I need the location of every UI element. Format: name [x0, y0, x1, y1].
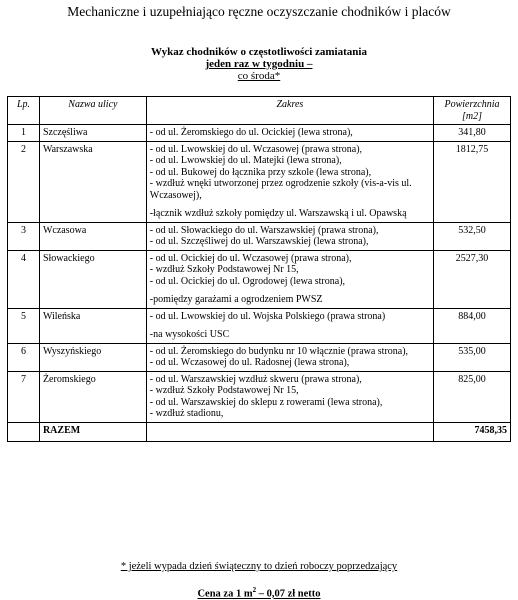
footnote: * jeżeli wypada dzień świąteczny to dzień roboczy poprzedzający — [120, 561, 398, 572]
scope-line: - od ul. Lwowskiej do ul. Wczasowej (prawa strona), — [149, 143, 363, 155]
row-scope — [146, 308, 433, 343]
col-header-area-line2: [m2] — [462, 110, 483, 122]
row-scope — [146, 125, 433, 142]
row-scope — [146, 250, 433, 308]
table-row — [8, 222, 511, 250]
day-line: co środa* — [237, 70, 281, 82]
row-scope — [146, 141, 433, 222]
table-row — [8, 371, 511, 422]
sidewalk-table — [7, 96, 511, 442]
total-label: RAZEM — [39, 422, 146, 441]
row-street: Słowackiego — [39, 250, 146, 308]
scope-line: -pomiędzy garażami a ogrodzeniem PWSZ — [149, 294, 323, 305]
row-lp: 7 — [8, 371, 40, 422]
price-line — [0, 586, 518, 600]
table-row — [8, 125, 511, 142]
scope-line: - od ul. Warszawskiej wzdłuż skweru (prawa strona), — [149, 373, 362, 385]
row-lp: 1 — [8, 125, 40, 142]
row-street: Wczasowa — [39, 222, 146, 250]
col-header-area — [434, 97, 511, 125]
row-street: Szczęśliwa — [39, 125, 146, 142]
row-area: 532,50 — [434, 222, 511, 250]
table-row — [8, 141, 511, 222]
table-row — [8, 250, 511, 308]
row-street: Żeromskiego — [39, 371, 146, 422]
row-street: Warszawska — [39, 141, 146, 222]
row-lp: 5 — [8, 308, 40, 343]
row-scope — [146, 222, 433, 250]
price-sup: 2 — [252, 586, 257, 594]
price-suffix: – 0,07 zł netto — [256, 588, 321, 600]
col-header-scope: Zakres — [146, 97, 433, 125]
scope-line: - od ul. Lwowskiej do ul. Wojska Polskiego (prawa strona) — [149, 310, 386, 322]
row-lp: 4 — [8, 250, 40, 308]
scope-line: - od ul. Ocickiej do ul. Ogrodowej (lewa strona), — [149, 275, 346, 287]
row-area: 884,00 — [434, 308, 511, 343]
row-area: 2527,30 — [434, 250, 511, 308]
scope-line: - wzdłuż wnęki utworzonej przez ogrodzenie szkoły (vis-a-vis ul. Wczasowej), — [149, 178, 412, 201]
scope-line: - od ul. Bukowej do łącznika przy szkole (lewa strona), — [149, 166, 372, 178]
scope-line: - wzdłuż stadionu, — [149, 408, 224, 419]
scope-line: - od ul. Żeromskiego do ul. Ocickiej (lewa strona), — [149, 127, 353, 138]
scope-line: - wzdłuż Szkoły Podstawowej Nr 15, — [149, 385, 299, 396]
scope-line: - od ul. Warszawskiej do sklepu z rowerami (lewa strona), — [149, 396, 383, 408]
col-header-street: Nazwa ulicy — [39, 97, 146, 125]
scope-line: - od ul. Lwowskiej do ul. Matejki (lewa strona), — [149, 155, 342, 166]
scope-line: -łącznik wzdłuż szkoły pomiędzy ul. Warszawską i ul. Opawską — [149, 208, 407, 219]
row-area: 535,00 — [434, 343, 511, 371]
scope-line: - od ul. Słowackiego do ul. Warszawskiej (prawa strona), — [149, 224, 379, 236]
row-street: Wileńska — [39, 308, 146, 343]
scope-line: - od ul. Żeromskiego do budynku nr 10 włącznie (prawa strona), — [149, 345, 409, 357]
total-row — [8, 422, 511, 441]
row-lp: 3 — [8, 222, 40, 250]
document-title: Mechaniczne i uzupełniająco ręczne oczyszczanie chodników i placów — [67, 4, 451, 19]
table-row — [8, 343, 511, 371]
row-scope — [146, 371, 433, 422]
table-row — [8, 308, 511, 343]
scope-line: -na wysokości USC — [149, 329, 230, 340]
price-prefix: Cena za 1 m — [197, 588, 253, 600]
scope-line: - od ul. Wczasowej do ul. Radosnej (lewa strona), — [149, 357, 350, 368]
total-value: 7458,35 — [434, 422, 511, 441]
row-scope — [146, 343, 433, 371]
scope-line: - wzdłuż Szkoły Podstawowej Nr 15, — [149, 264, 299, 275]
scope-line: - od ul. Szczęśliwej do ul. Warszawskiej (lewa strona), — [149, 236, 369, 247]
row-lp: 2 — [8, 141, 40, 222]
scope-line: - od ul. Ocickiej do ul. Wczasowej (prawa strona), — [149, 252, 352, 264]
list-title: Wykaz chodników o częstotliwości zamiatania — [151, 46, 367, 58]
total-lp-cell — [8, 422, 40, 441]
total-scope-cell — [146, 422, 433, 441]
row-area: 825,00 — [434, 371, 511, 422]
frequency-line: jeden raz w tygodniu – — [205, 58, 313, 70]
row-lp: 6 — [8, 343, 40, 371]
row-area: 1812,75 — [434, 141, 511, 222]
row-area: 341,80 — [434, 125, 511, 142]
table-header-row — [8, 97, 511, 125]
col-header-lp: Lp. — [8, 97, 40, 125]
row-street: Wyszyńskiego — [39, 343, 146, 371]
col-header-area-line1: Powierzchnia — [444, 99, 500, 110]
